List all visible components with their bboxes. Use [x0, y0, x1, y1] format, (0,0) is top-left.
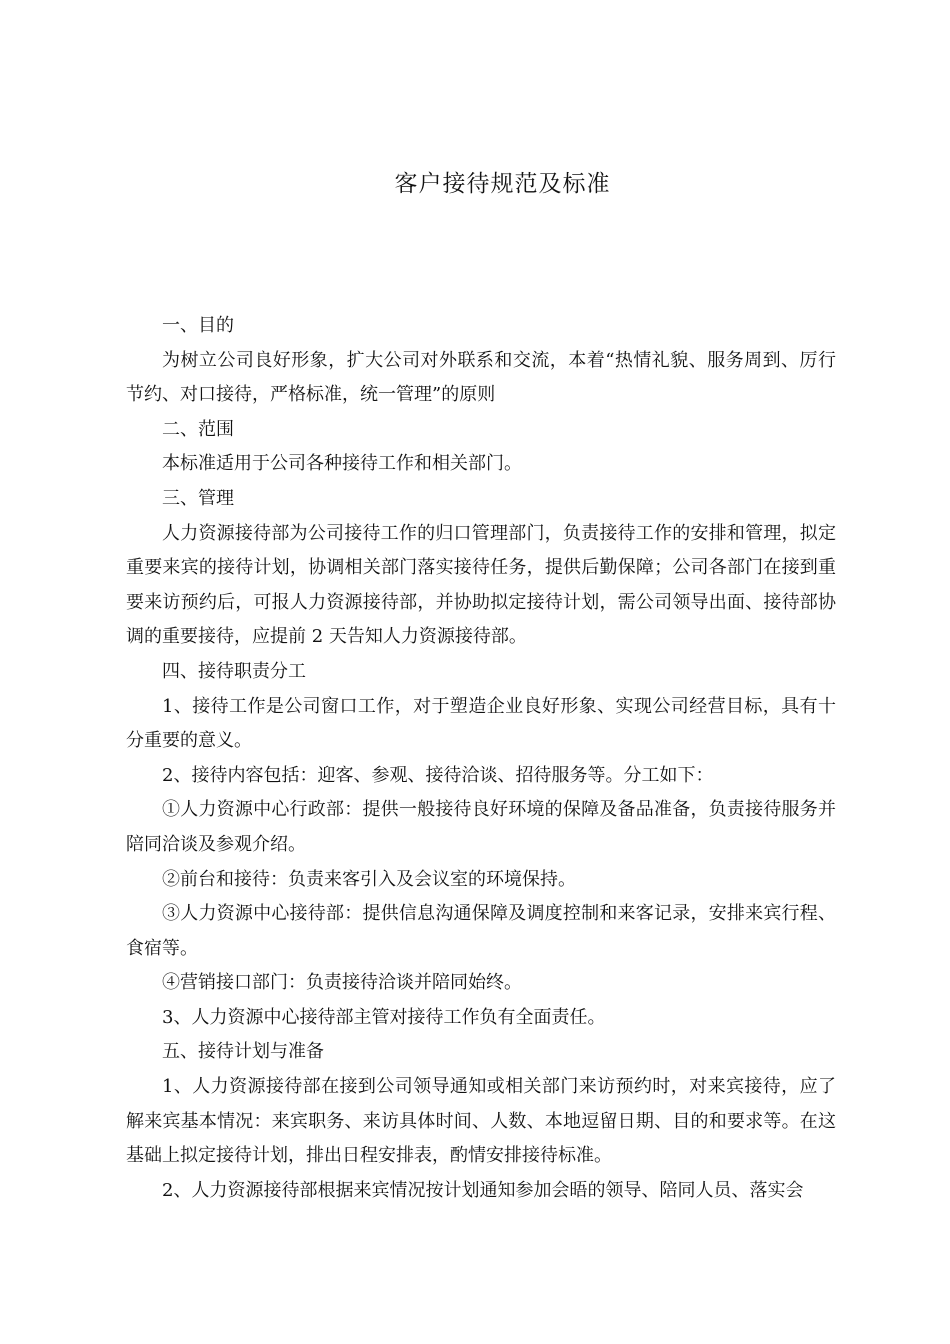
- list-item-duty-marketing: ④营销接口部门：负责接待洽谈并陪同始终。: [162, 972, 522, 994]
- document-body: [126, 309, 836, 1208]
- section-heading-plan: 五、接待计划与准备: [162, 1041, 324, 1063]
- section-heading-purpose: 一、目的: [162, 315, 234, 336]
- section-heading-scope: 二、范围: [162, 418, 234, 440]
- paragraph-scope: 本标准适用于公司各种接待工作和相关部门。: [162, 453, 522, 475]
- paragraph-duty-1: 1、接待工作是公司窗口工作，对于塑造企业良好形象、实现公司经营目标，具有十分重要的意义。: [126, 695, 836, 752]
- list-item-duty-reception: ③人力资源中心接待部：提供信息沟通保障及调度控制和来客记录，安排来宾行程、食宿等。: [126, 903, 836, 959]
- section-heading-duties: 四、接待职责分工: [162, 660, 306, 682]
- paragraph-duty-3: 3、人力资源中心接待部主管对接待工作负有全面责任。: [162, 1006, 606, 1028]
- paragraph-plan-1: 1、人力资源接待部在接到公司领导通知或相关部门来访预约时，对来宾接待，应了解来宾基本情况：来宾职务、来访具体时间、人数、本地逗留日期、目的和要求等。在这基础上拟定接待计划，排出日程安排表，酌情安排接待标准。: [126, 1076, 836, 1167]
- document-title: 客户接待规范及标准: [394, 171, 611, 197]
- paragraph-duty-2: 2、接待内容包括：迎客、参观、接待洽谈、招待服务等。分工如下：: [162, 764, 714, 786]
- section-heading-management: 三、管理: [162, 487, 234, 509]
- paragraph-purpose: 为树立公司良好形象，扩大公司对外联系和交流，本着“热情礼貌、服务周到、厉行节约、对口接待，严格标准，统一管理”的原则: [126, 349, 836, 406]
- paragraph-plan-2: 2、人力资源接待部根据来宾情况按计划通知参加会晤的领导、陪同人员、落实会: [162, 1179, 804, 1201]
- list-item-duty-admin: ①人力资源中心行政部：提供一般接待良好环境的保障及备品准备，负责接待服务并陪同洽谈及参观介绍。: [126, 799, 836, 855]
- paragraph-management: 人力资源接待部为公司接待工作的归口管理部门，负责接待工作的安排和管理，拟定重要来宾的接待计划，协调相关部门落实接待任务，提供后勤保障；公司各部门在接到重要来访预约后，可报人力资源接待部，并协助拟定接待计划，需公司领导出面、接待部协调的重要接待，应提前 2 天告知人力资源接待部。: [126, 522, 836, 648]
- list-item-duty-frontdesk: ②前台和接待：负责来客引入及会议室的环境保持。: [162, 868, 576, 890]
